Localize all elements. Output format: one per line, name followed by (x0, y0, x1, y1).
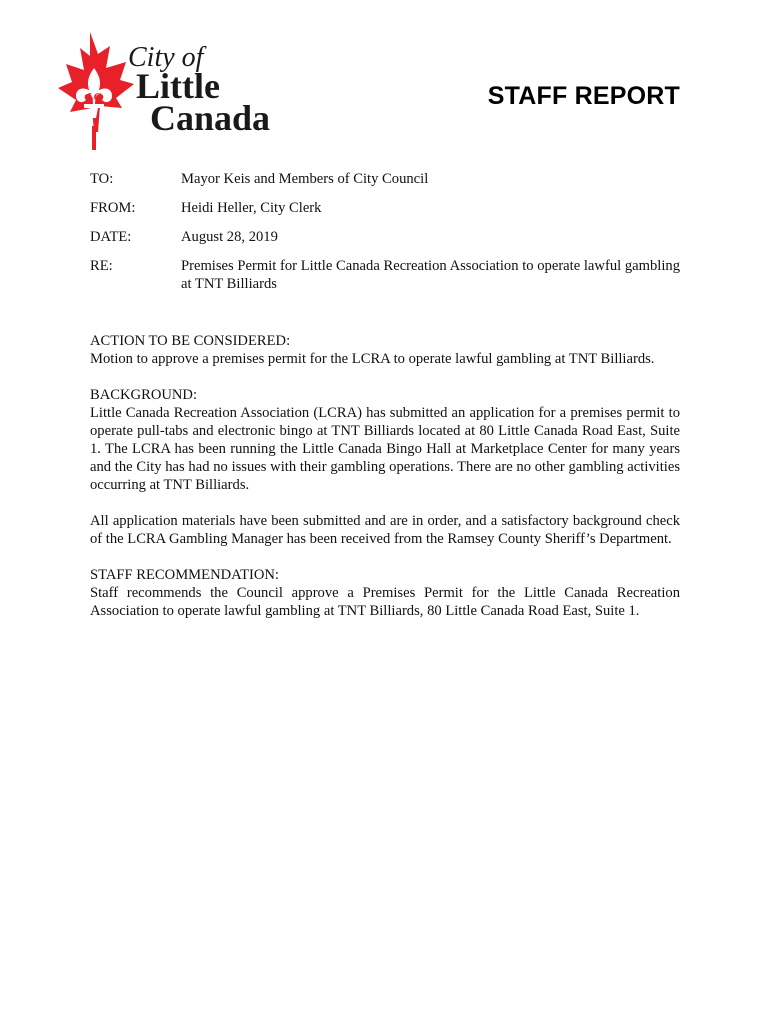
section-action (90, 332, 680, 368)
action-text: Motion to approve a premises permit for the LCRA to operate lawful gambling at TNT Billiards. (90, 351, 655, 367)
memo-row-to (90, 170, 680, 188)
memo-row-date (90, 228, 680, 246)
logo-emblem: LC (86, 91, 102, 103)
re-value: Premises Permit for Little Canada Recreation Association to operate lawful gambling at TNT Billiards (181, 258, 680, 292)
from-value: Heidi Heller, City Clerk (181, 200, 322, 216)
maple-leaf-logo-icon (30, 28, 310, 154)
report-title: STAFF REPORT (487, 82, 680, 110)
background-paragraph-2: All application materials have been submitted and are in order, and a satisfactory background check of the LCRA Gambling Manager has been received from the Ramsey County Sheriff’s Department. (90, 513, 680, 547)
to-label: TO: (90, 171, 114, 187)
from-label: FROM: (90, 200, 136, 216)
recommendation-heading: STAFF RECOMMENDATION: (90, 567, 279, 583)
logo-little: Little (136, 66, 220, 106)
section-background (90, 386, 680, 548)
date-value: August 28, 2019 (181, 229, 278, 245)
recommendation-text: Staff recommends the Council approve a Premises Permit for the Little Canada Recreation Association to operate lawful gambling at TNT Billiards, 80 Little Canada Road East, Suite 1. (90, 585, 680, 619)
background-paragraph-1: Little Canada Recreation Association (LCRA) has submitted an application for a premises permit to operate pull-tabs and electronic bingo at TNT Billiards located at 80 Little Canada Road East, Suite 1. The LCRA has been running the Little Canada Bingo Hall at Marketplace Center for many years and the City has had no issues with their gambling operations. There are no other gambling activities occurring at TNT Billiards. (90, 405, 680, 493)
memo-header (90, 170, 680, 304)
section-recommendation (90, 566, 680, 620)
date-label: DATE: (90, 229, 132, 245)
city-logo (30, 28, 310, 154)
logo-city-of: City of (128, 42, 204, 73)
memo-row-re (90, 257, 680, 293)
logo-canada: Canada (150, 98, 271, 138)
action-heading: ACTION TO BE CONSIDERED: (90, 333, 291, 349)
memo-row-from (90, 199, 680, 217)
background-heading: BACKGROUND: (90, 387, 198, 403)
to-value: Mayor Keis and Members of City Council (181, 171, 429, 187)
re-label: RE: (90, 258, 113, 274)
report-body (90, 332, 680, 638)
